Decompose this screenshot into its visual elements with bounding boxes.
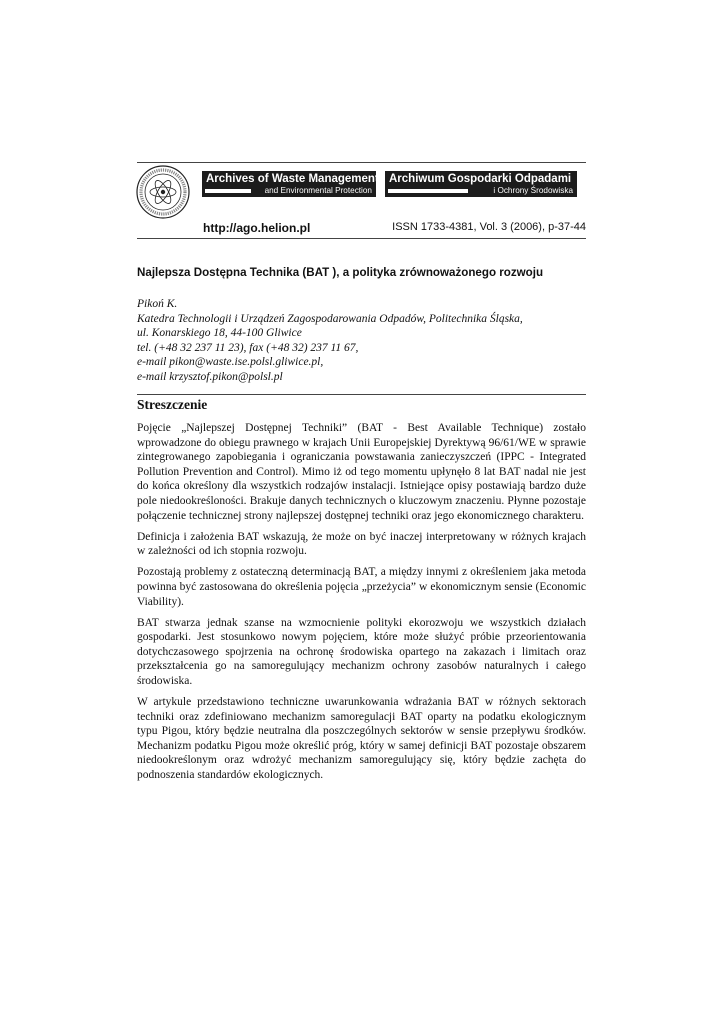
banner-english-subtitle: and Environmental Protection	[264, 186, 372, 195]
author-email-2: e-mail krzysztof.pikon@polsl.pl	[137, 370, 283, 383]
article-title: Najlepsza Dostępna Technika (BAT ), a polityka zrównoważonego rozwoju	[137, 266, 544, 279]
banner-polish-bar	[388, 189, 468, 193]
abstract-paragraph: BAT stwarza jednak szanse na wzmocnienie polityki ekorozwoju we wszystkich działach gospodarki. Jest stosunkowo nowym pojęciem, które może służyć próbie przeorientowania dotychczasowego spojrzenia na ochronę środowiska opartego na zakazach i limitach oraz przekształcenia go na samoregulujący mechanizm ochrony zasobów naturalnych i całego środowiska.	[137, 616, 586, 687]
banner-english	[202, 171, 379, 197]
author-address: ul. Konarskiego 18, 44-100 Gliwice	[137, 327, 302, 339]
author-name: Pikoń K.	[137, 298, 178, 310]
header-bottom-rule	[137, 238, 586, 239]
issn-info: ISSN 1733-4381, Vol. 3 (2006), p-37-44	[392, 221, 586, 233]
journal-url[interactable]: http://ago.helion.pl	[203, 221, 311, 235]
author-block	[137, 297, 597, 384]
abstract-paragraph: Definicja i założenia BAT wskazują, że może on być inaczej interpretowany w różnych krajach w zależności od ich stopnia rozwoju.	[137, 530, 586, 558]
banner-polish	[385, 171, 577, 197]
abstract-paragraph: Pojęcie „Najlepszej Dostępnej Techniki” (BAT - Best Available Technique) zostało wprowadzone do obiegu prawnego w krajach Unii Europejskiej Dyrektywą 96/61/WE w sprawie zintegrowanego zapobiegania i ograniczania powstawania zanieczyszczeń (IPPC - Integrated Pollution Prevention and Control). Mimo iż od tego momentu upłynęło 8 lat BAT nadal nie jest do końca określony dla wszystkich rodzajów instalacji. Istniejące opisy postawiają bardzo duże pole niedookreśloności. Brakuje danych technicznych o kluczowym znaczeniu. Płynne pozostaje połączenie technicznej strony najlepszej dostępnej techniki oraz jego ekonomicznego charakteru.	[137, 422, 586, 522]
section-rule	[137, 394, 586, 395]
banner-english-title: Archives of Waste Management	[206, 173, 379, 185]
author-affiliation: Katedra Technologii i Urządzeń Zagospodarowania Odpadów, Politechnika Śląska,	[137, 312, 523, 325]
header-top-rule	[137, 162, 586, 163]
banner-english-bar	[205, 189, 251, 193]
abstract-body	[137, 421, 586, 789]
banner-polish-title: Archiwum Gospodarki Odpadami	[389, 173, 572, 185]
abstract-paragraph: W artykule przedstawiono techniczne uwarunkowania wdrażania BAT w różnych sektorach techniki oraz zdefiniowano mechanizm samoregulacji BAT oparty na podatku ekologicznym typu Pigou, który będzie neutralna dla poszczególnych sektorów w sensie przepływu środków. Mechanizm podatku Pigou może określić próg, który w samej definicji BAT pozostaje obszarem niedookreślonym oraz wdrożyć mechanizm samoregulujący się, który będzie zachęta do podnoszenia standardów ekologicznych.	[137, 696, 586, 782]
author-phone: tel. (+48 32 237 11 23), fax (+48 32) 237 11 67,	[137, 341, 359, 354]
abstract-paragraph: Pozostają problemy z ostateczną determinacją BAT, a między innymi z określeniem jaka metoda powinna być zastosowana do określenia pojęcia „przeżycia” w ekonomicznym sensie (Economic Viability).	[137, 566, 586, 608]
journal-seal-logo	[136, 165, 190, 219]
banner-polish-subtitle: i Ochrony Środowiska	[493, 186, 573, 195]
author-email-1: e-mail pikon@waste.ise.polsl.gliwice.pl,	[137, 356, 324, 368]
abstract-heading: Streszczenie	[137, 397, 208, 412]
